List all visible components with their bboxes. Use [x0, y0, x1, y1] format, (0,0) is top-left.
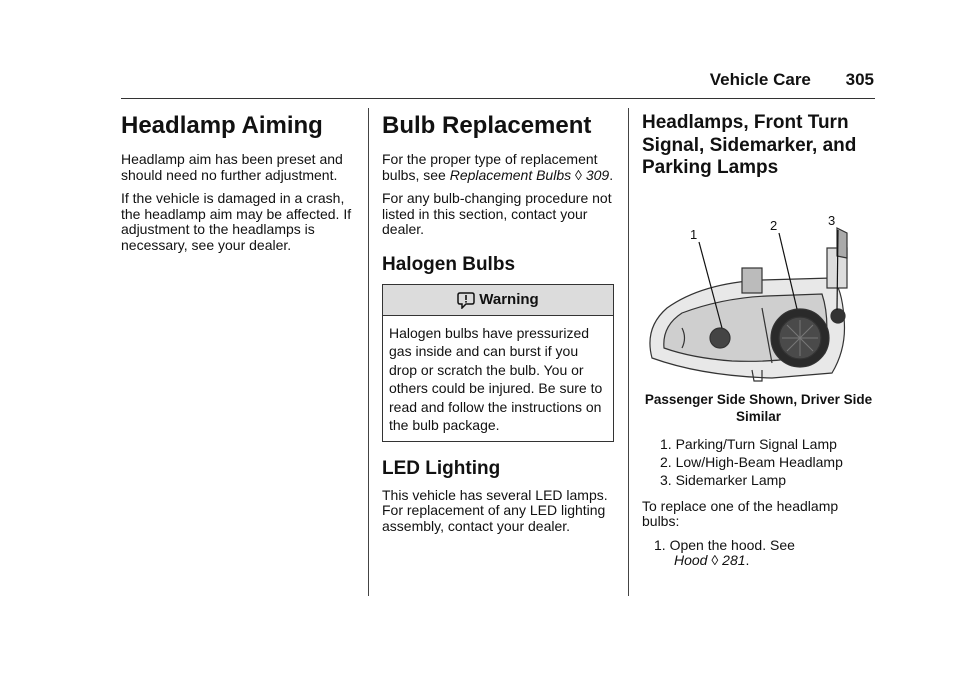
step-1 [642, 538, 875, 569]
headlamp-assembly-image [642, 188, 875, 383]
callout-1: 1 [690, 226, 698, 242]
step-1-text: 1. Open the hood. See [654, 536, 795, 553]
callout-legend [642, 435, 875, 489]
headlamp-aiming-heading: Headlamp Aiming [121, 112, 323, 139]
warning-label: Warning [479, 291, 539, 308]
page-ref-icon: ◊ [711, 552, 719, 568]
headlamps-heading: Headlamps, Front Turn Signal, Sidemarker, and Parking Lamps [642, 112, 857, 178]
warning-text: Halogen bulbs have pressurized gas inside and can burst if you drop or scratch the bulb. You or others could be injured. Be sure to read and follow the instructions on the bulb package. [389, 324, 603, 433]
aim-crash-text: If the vehicle is damaged in a crash, the headlamp aim may be affected. If adjustment to the headlamps is necessary, see your dealer. [121, 190, 352, 253]
page-number: 305 [845, 70, 874, 89]
led-text: This vehicle has several LED lamps. For replacement of any LED lighting assembly, contact your dealer. [382, 486, 608, 534]
replace-intro-text: To replace one of the headlamp bulbs: [642, 497, 839, 529]
column-2 [382, 108, 614, 542]
bulb-procedure-text: For any bulb-changing procedure not listed in this section, contact your dealer. [382, 190, 612, 237]
hood-link[interactable]: Hood [674, 552, 708, 568]
column-3 [642, 108, 875, 569]
list-item: 3. Sidemarker Lamp [660, 471, 787, 488]
warning-header [383, 285, 613, 316]
replacement-bulbs-link[interactable]: Replacement Bulbs [449, 166, 572, 183]
list-item: 1. Parking/Turn Signal Lamp [660, 435, 837, 452]
column-divider-2 [628, 108, 629, 596]
page-ref-icon: ◊ [575, 166, 582, 183]
column-1 [121, 108, 356, 261]
section-title: Vehicle Care [709, 70, 811, 89]
bulb-type-text: For the proper type of replacement bulbs, see Replacement Bulbs ◊ 309. [382, 151, 614, 183]
list-item: 2. Low/High-Beam Headlamp [660, 453, 843, 470]
headlamp-illustration [650, 228, 847, 381]
callout-3: 3 [828, 212, 836, 228]
header-rule [121, 98, 875, 99]
callout-2: 2 [770, 217, 778, 233]
halogen-bulbs-heading: Halogen Bulbs [382, 253, 516, 275]
aim-preset-text: Headlamp aim has been preset and should need no further adjustment. [121, 151, 343, 183]
warning-box [382, 284, 614, 442]
column-divider-1 [368, 108, 369, 596]
figure-caption: Passenger Side Shown, Driver Side Similar [644, 391, 873, 424]
replacement-bulbs-page[interactable]: 309 [585, 166, 610, 183]
led-lighting-heading: LED Lighting [382, 457, 501, 479]
step-1-ref: Hood ◊ 281. [674, 552, 750, 568]
bulb-replacement-heading: Bulb Replacement [382, 112, 592, 139]
page-header [680, 70, 874, 90]
warning-icon [457, 291, 475, 309]
hood-page[interactable]: 281 [722, 552, 746, 568]
